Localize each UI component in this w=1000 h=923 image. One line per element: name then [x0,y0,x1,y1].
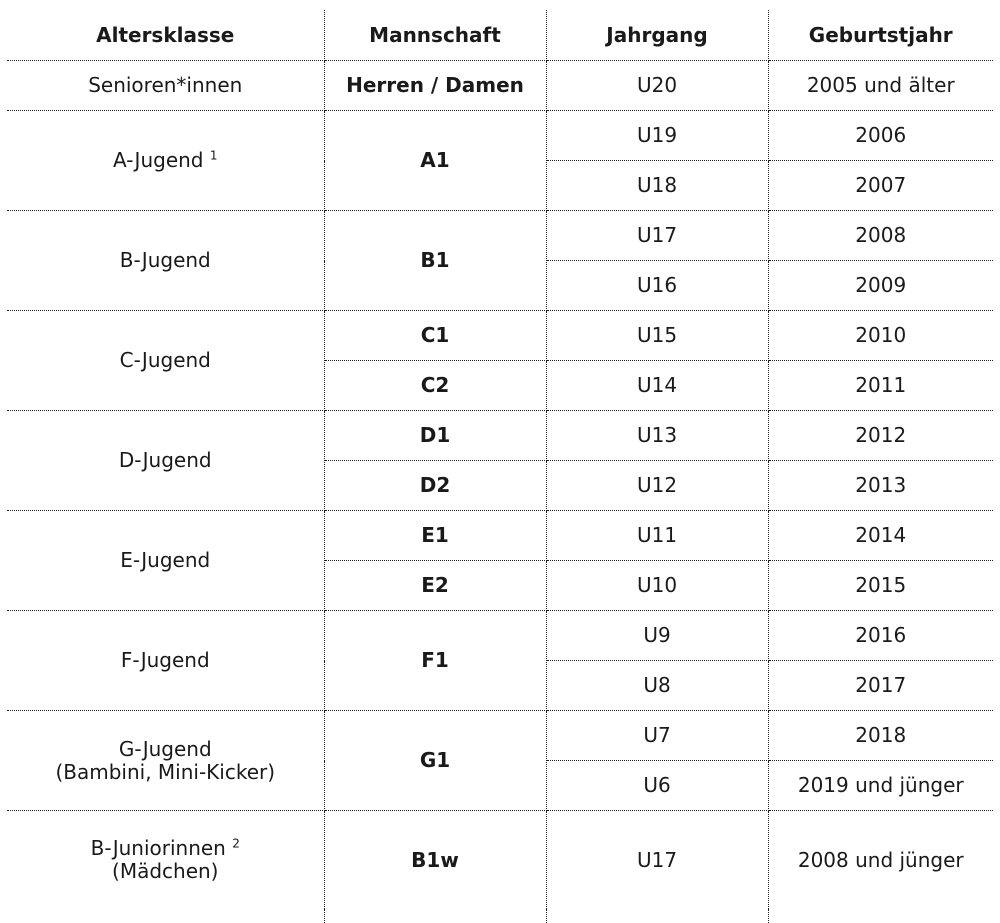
team-b1w: B1w [324,811,546,910]
geburtsjahr-cell: 2016 [768,611,993,661]
team-a1: A1 [324,111,546,211]
klasse-senioren: Senioren*innen [7,61,324,111]
geburtsjahr-cell: 2019 und jünger [768,761,993,811]
table-row [7,411,993,461]
klasse-c-jugend: C-Jugend [7,311,324,411]
team-c2: C2 [324,361,546,411]
geburtsjahr-cell: 2015 [768,561,993,611]
geburtsjahr-cell: 2009 [768,261,993,311]
klasse-d-jugend: D-Jugend [7,411,324,511]
klasse-e-jugend: E-Jugend [7,511,324,611]
table-header-row [7,10,993,61]
jahrgang-cell: U6 [546,761,768,811]
geburtsjahr-cell: 2018 [768,711,993,761]
klasse-label: A-Jugend [112,148,204,172]
geburtsjahr-cell: 2007 [768,161,993,211]
team-d1: D1 [324,411,546,461]
table-row [7,811,993,910]
team-e2: E2 [324,561,546,611]
klasse-f-jugend: F-Jugend [7,611,324,711]
age-class-table [7,10,993,923]
jahrgang-cell: U18 [546,161,768,211]
team-d2: D2 [324,461,546,511]
team-b1: B1 [324,211,546,311]
footnote-marker: 1 [209,148,218,163]
jahrgang-cell: U14 [546,361,768,411]
geburtsjahr-cell: 2012 [768,411,993,461]
jahrgang-cell: U11 [546,511,768,561]
geburtsjahr-cell: 2005 und älter [768,61,993,111]
table-row [7,61,993,111]
klasse-b-jugend: B-Jugend [7,211,324,311]
klasse-b-juniorinnen [7,811,324,910]
header-geburtsjahr: Geburtstjahr [768,10,993,61]
geburtsjahr-cell: 2011 [768,361,993,411]
geburtsjahr-cell: 2010 [768,311,993,361]
jahrgang-cell: U9 [546,611,768,661]
team-g1: G1 [324,711,546,811]
header-altersklasse: Altersklasse [7,10,324,61]
klasse-label: G-Jugend [118,736,212,761]
geburtsjahr-cell: 2008 [768,211,993,261]
jahrgang-cell: U8 [546,661,768,711]
table-row [7,711,993,761]
geburtsjahr-cell: 2008 und jünger [797,847,964,872]
klasse-label: B-Juniorinnen [90,836,226,860]
jahrgang-cell: U15 [546,311,768,361]
team-f1: F1 [324,611,546,711]
geburtsjahr-cell: 2014 [768,511,993,561]
geburtsjahr-cell: 2013 [768,461,993,511]
jahrgang-cell: U19 [546,111,768,161]
klasse-a-jugend [7,111,324,211]
header-jahrgang: Jahrgang [546,10,768,61]
jahrgang-cell: U17 [546,811,768,910]
jahrgang-cell: U20 [546,61,768,111]
team-e1: E1 [324,511,546,561]
jahrgang-cell: U17 [546,211,768,261]
klasse-g-jugend [7,711,324,811]
geburtsjahr-cell: 2017 [768,661,993,711]
team-senioren: Herren / Damen [324,61,546,111]
geburtsjahr-cell: 2006 [768,111,993,161]
table-row [7,111,993,161]
header-mannschaft: Mannschaft [324,10,546,61]
table-row [7,511,993,561]
footnote-marker: 2 [232,836,240,851]
jahrgang-cell: U7 [546,711,768,761]
table-row [7,611,993,661]
team-c1: C1 [324,311,546,361]
klasse-sublabel: (Bambini, Mini-Kicker) [55,759,276,784]
jahrgang-cell: U10 [546,561,768,611]
klasse-sublabel: (Mädchen) [112,859,219,883]
jahrgang-cell: U16 [546,261,768,311]
table-row [7,311,993,361]
jahrgang-cell: U12 [546,461,768,511]
table-row [7,211,993,261]
jahrgang-cell: U13 [546,411,768,461]
